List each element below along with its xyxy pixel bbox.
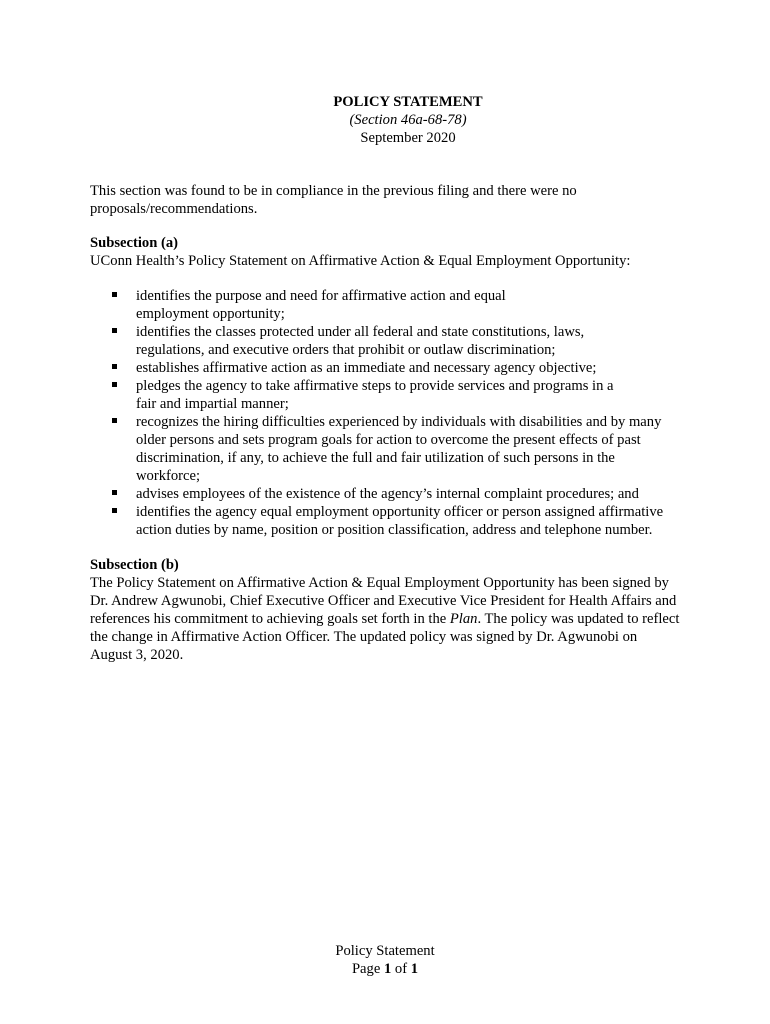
subsection-a-heading: Subsection (a): [90, 235, 178, 251]
subsection-b-heading: Subsection (b): [90, 557, 179, 573]
bullet-icon: [112, 490, 117, 495]
list-item: identifies the purpose and need for affirmative action and equal employment opportunity;: [90, 287, 536, 323]
list-item: establishes affirmative action as an immediate and necessary agency objective;: [90, 359, 680, 377]
list-item: advises employees of the existence of the agency’s internal complaint procedures; and: [90, 485, 681, 503]
policy-bullet-list: [90, 287, 680, 539]
title-block: [0, 93, 770, 147]
policy-title: POLICY STATEMENT: [333, 94, 483, 110]
list-item: pledges the agency to take affirmative steps to provide services and programs in a fair and impartial manner;: [90, 377, 636, 413]
list-item: identifies the agency equal employment opportunity officer or person assigned affirmative action duties by name, position or position classification, address and telephone number.: [90, 503, 681, 539]
document-date: September 2020: [360, 130, 456, 146]
section-reference: (Section 46a-68-78): [349, 112, 467, 128]
bullet-icon: [112, 508, 117, 513]
bullet-icon: [112, 418, 117, 423]
subsection-b-paragraph: The Policy Statement on Affirmative Action & Equal Employment Opportunity has been signed by Dr. Andrew Agwunobi, Chief Executive Officer and Executive Vice President for Health Affairs and references his commitment to achieving goals set forth in the Plan. The policy was updated to reflect the change in Affirmative Action Officer. The updated policy was signed by Dr. Agwunobi on August 3, 2020.: [90, 575, 680, 663]
list-item: recognizes the hiring difficulties experienced by individuals with disabilities and by many older persons and sets program goals for action to overcome the present effects of past discrimination, if any, to achieve the full and fair utilization of such persons in the workforce;: [90, 413, 680, 485]
footer-label: Policy Statement: [335, 943, 435, 959]
list-item: identifies the classes protected under all federal and state constitutions, laws, regulations, and executive orders that prohibit or outlaw discrimination;: [90, 323, 616, 359]
page-footer: [0, 942, 770, 978]
intro-paragraph: This section was found to be in compliance in the previous filing and there were no proposals/recommendations.: [90, 183, 577, 217]
page-number: Page 1 of 1: [351, 961, 419, 977]
subsection-a-lead: UConn Health’s Policy Statement on Affirmative Action & Equal Employment Opportunity:: [90, 253, 631, 269]
bullet-icon: [112, 328, 117, 333]
bullet-icon: [112, 364, 117, 369]
bullet-icon: [112, 382, 117, 387]
document-body: [90, 182, 680, 664]
bullet-icon: [112, 292, 117, 297]
plan-word: Plan: [449, 611, 478, 627]
